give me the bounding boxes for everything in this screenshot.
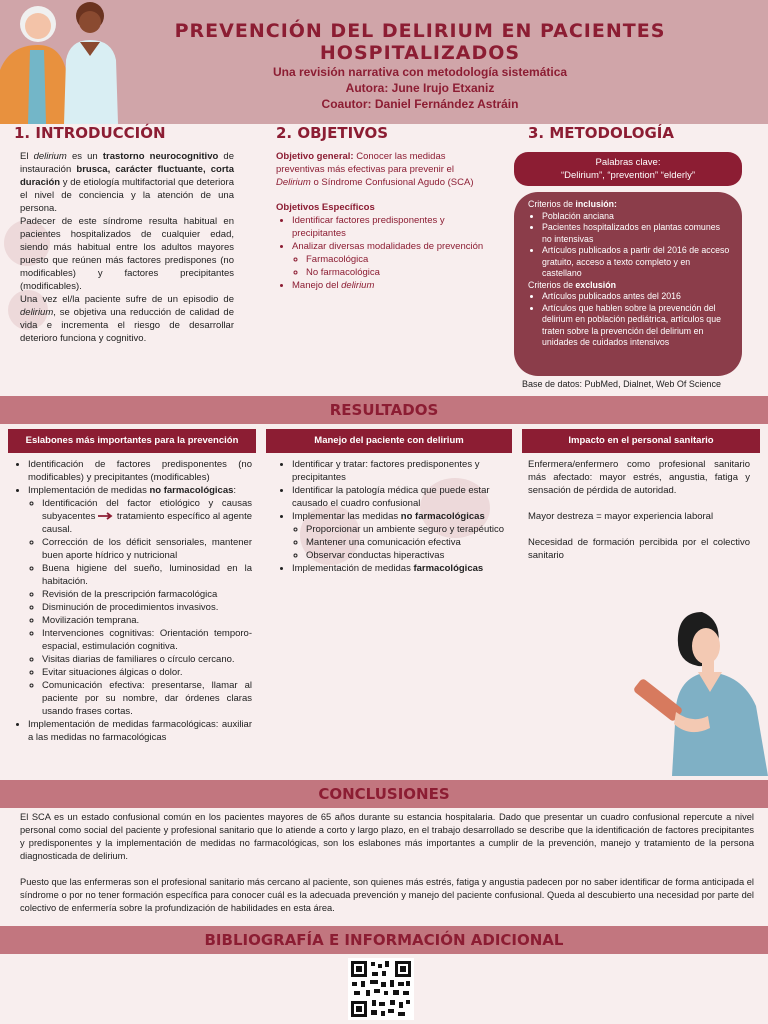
list-item: • Artículos que hablen sobre la prevención del delirium en población pediátrica, artículos que traten sobre la prevención del delirium en unidades de cuidados intensivos	[542, 303, 732, 349]
objetivos-text	[276, 150, 484, 292]
list-item: • Población anciana	[542, 211, 732, 223]
conclusiones-paragraph-1: El SCA es un estado confusional común en los pacientes mayores de 65 años durante su estancia hospitalaria. Dado que presentar un cuadro confusional repercute a nivel personal como social del paciente y profesional sanitario que lo atiende a corto y largo plazo, en el trabajo desarrollado se describe que la identificación de factores precipitantes y predisponentes y la implementación de medidas no farmacológicas, son los eslabones más importantes a cumplir de la prevención, manejo y tratamiento de la persona diagnosticada de delirium.	[20, 812, 754, 861]
col1-content	[12, 458, 252, 744]
intro-paragraph-2: Padecer de este síndrome resulta habitual en pacientes hospitalizados de cualquier edad, siendo más habitual entre los adultos mayores puesto que reúnen más factores predispones (no modificables) y factores precipitantes (modificables).	[20, 216, 234, 292]
list-item: • Artículos publicados antes del 2016	[542, 291, 732, 303]
list-item: ◦ Identificación del factor etiológico y causas subyacentes tratamiento específico al agente causal.	[42, 497, 252, 536]
subtitle-block	[100, 64, 740, 112]
list-item: ◦ Evitar situaciones álgicas o dolor.	[42, 666, 252, 679]
poster-title: PREVENCIÓN DEL DELIRIUM EN PACIENTES HOSPITALIZADOS	[174, 20, 666, 64]
conclusiones-title: CONCLUSIONES	[318, 785, 450, 803]
databases: Base de datos: PubMed, Dialnet, Web Of Science	[522, 379, 721, 389]
metodologia-title: 3. METODOLOGÍA	[528, 124, 674, 142]
list-item: • Identificación de factores predisponentes (no modificables) y precipitantes (modificables)	[28, 458, 252, 484]
arrow-right-icon	[98, 512, 114, 520]
list-item: ◦ Observar conductas hiperactivas	[306, 549, 508, 562]
criteria-box	[514, 192, 742, 376]
inclusion-label: Criterios de inclusión:	[528, 199, 617, 209]
coauthor: Coautor: Daniel Fernández Astráin	[321, 97, 519, 111]
col3-content	[528, 458, 750, 562]
conclusiones-text	[20, 811, 754, 915]
list-item: ◦ Comunicación efectiva: presentarse, llamar al paciente por su nombre, dar órdenes claras usando frases cortas.	[42, 679, 252, 718]
bibliografia-band	[0, 926, 768, 954]
exclusion-list	[528, 291, 732, 349]
list-item: ◦ Revisión de la prescripción farmacológica	[42, 588, 252, 601]
objetivo-general: Objetivo general: Conocer las medidas preventivas más efectivas para prevenir el Delirium o Síndrome Confusional Agudo (SCA)	[276, 151, 474, 188]
intro-paragraph-1: El delirium es un trastorno neurocognitivo de instauración brusca, carácter fluctuante, corta duración y de etiología multifactorial que deteriora el nivel de conciencia y la atención de una persona.	[20, 151, 234, 214]
col2-header: Manejo del paciente con delirium	[266, 429, 512, 453]
list-item: • Implementación de medidas no farmacológicas: ◦ Identificación del factor etiológico y causas subyacentes tratamiento específico al agente causal. ◦ Corrección de los déficit sensoriales, mantener buen aporte hídrico y nutricional ◦ Buena higiene del sueño, luminosidad en la habitación. ◦ Revisión de la prescripción farmacológica ◦ Disminución de procedimientos invasivos. ◦ Movilización temprana. ◦ Intervenciones cognitivas: Orientación temporo-espacial, estimulación cognitiva. ◦ Visitas diarias de familiares o círculo cercano. ◦ Evitar situaciones álgicas o dolor. ◦ Comunicación efectiva: presentarse, llamar al paciente por su nombre, dar órdenes claras usando frases cortas.	[28, 484, 252, 718]
qr-code[interactable]	[348, 958, 414, 1020]
list-item: • Implementación de medidas farmacológicas: auxiliar a las medidas no farmacológicas	[28, 718, 252, 744]
intro-title: 1. INTRODUCCIÓN	[14, 124, 166, 142]
list-item: • Identificar la patología médica que puede estar causado el cuadro confusional	[292, 484, 508, 510]
bibliografia-title: BIBLIOGRAFÍA E INFORMACIÓN ADICIONAL	[204, 931, 564, 949]
author: Autora: June Irujo Etxaniz	[345, 81, 495, 95]
list-item: • Identificar factores predisponentes y precipitantes	[292, 214, 484, 240]
inclusion-list	[528, 211, 732, 280]
list-item: ◦ Visitas diarias de familiares o círculo cercano.	[42, 653, 252, 666]
list-item: ◦ Farmacológica	[306, 253, 484, 266]
objetivos-list	[276, 214, 484, 292]
col2-content	[276, 458, 508, 575]
list-item: • Implementación de medidas farmacológicas	[292, 562, 508, 575]
col3-paragraph: Mayor destreza = mayor experiencia laboral	[528, 511, 714, 522]
exclusion-label: Criterios de exclusión	[528, 279, 617, 290]
list-item: ◦ Movilización temprana.	[42, 614, 252, 627]
list-item: ◦ Proporcionar un ambiente seguro y terapéutico	[306, 523, 508, 536]
list-item: • Implementar las medidas no farmacológicas ◦ Proporcionar un ambiente seguro y terapéutico ◦ Mantener una comunicación efectiva ◦ Observar conductas hiperactivas	[292, 510, 508, 562]
list-item: ◦ Intervenciones cognitivas: Orientación temporo-espacial, estimulación cognitiva.	[42, 627, 252, 653]
col3-paragraph: Enfermera/enfermero como profesional sanitario más afectado: mayor estrés, angustia, fatiga y sensación de pérdida de autoridad.	[528, 459, 750, 496]
keywords-box	[514, 152, 742, 186]
list-item: ◦ No farmacológica	[306, 266, 484, 279]
list-item: • Analizar diversas modalidades de prevención ◦ Farmacológica ◦ No farmacológica	[292, 240, 484, 279]
conclusiones-paragraph-2: Puesto que las enfermeras son el profesional sanitario más cercano al paciente, son quienes más estrés, fatiga y angustia padecen por no saber identificar de forma anticipada el síndrome o por no tener formación específica para conocer cuál es la adecuada prevención y manejo del paciente confusional. Queda al descubierto una necesidad por parte del colectivo de enfermería sobre la profundización de habilidades en esta área.	[20, 877, 754, 913]
list-item: ◦ Disminución de procedimientos invasivos.	[42, 601, 252, 614]
keywords-label: Palabras clave:	[595, 157, 661, 168]
list-item: ◦ Mantener una comunicación efectiva	[306, 536, 508, 549]
keywords-value: “Delirium”, “prevention” “elderly”	[560, 170, 696, 181]
list-item: • Pacientes hospitalizados en plantas comunes no intensivas	[542, 222, 732, 245]
intro-paragraph-3: Una vez el/la paciente sufre de un episodio de delirium, se objetiva una reducción de calidad de vida e incrementa el riesgo de desarrollar deterioro funciona y cognitivo.	[20, 294, 234, 344]
col2-list	[276, 458, 508, 575]
list-item: • Manejo del delirium	[292, 279, 484, 292]
list-item: ◦ Corrección de los déficit sensoriales, mantener buen aporte hídrico y nutricional	[42, 536, 252, 562]
objetivos-title: 2. OBJETIVOS	[276, 124, 389, 142]
list-item: ◦ Buena higiene del sueño, luminosidad en la habitación.	[42, 562, 252, 588]
col1-header: Eslabones más importantes para la prevención	[8, 429, 256, 453]
col3-header: Impacto en el personal sanitario	[522, 429, 760, 453]
resultados-band	[0, 396, 768, 424]
list-item: • Artículos publicados a partir del 2016 de acceso gratuito, acceso a texto completo y en castellano	[542, 245, 732, 280]
resultados-title: RESULTADOS	[329, 401, 439, 419]
list-item: • Identificar y tratar: factores predisponentes y precipitantes	[292, 458, 508, 484]
col1-list	[12, 458, 252, 744]
col3-paragraph: Necesidad de formación percibida por el colectivo sanitario	[528, 537, 750, 561]
subtitle: Una revisión narrativa con metodología sistemática	[272, 65, 568, 79]
conclusiones-band	[0, 780, 768, 808]
intro-text	[20, 150, 234, 345]
objetivos-especificos-label: Objetivos Específicos	[276, 202, 375, 213]
nurse-tablet-illustration	[632, 606, 768, 776]
